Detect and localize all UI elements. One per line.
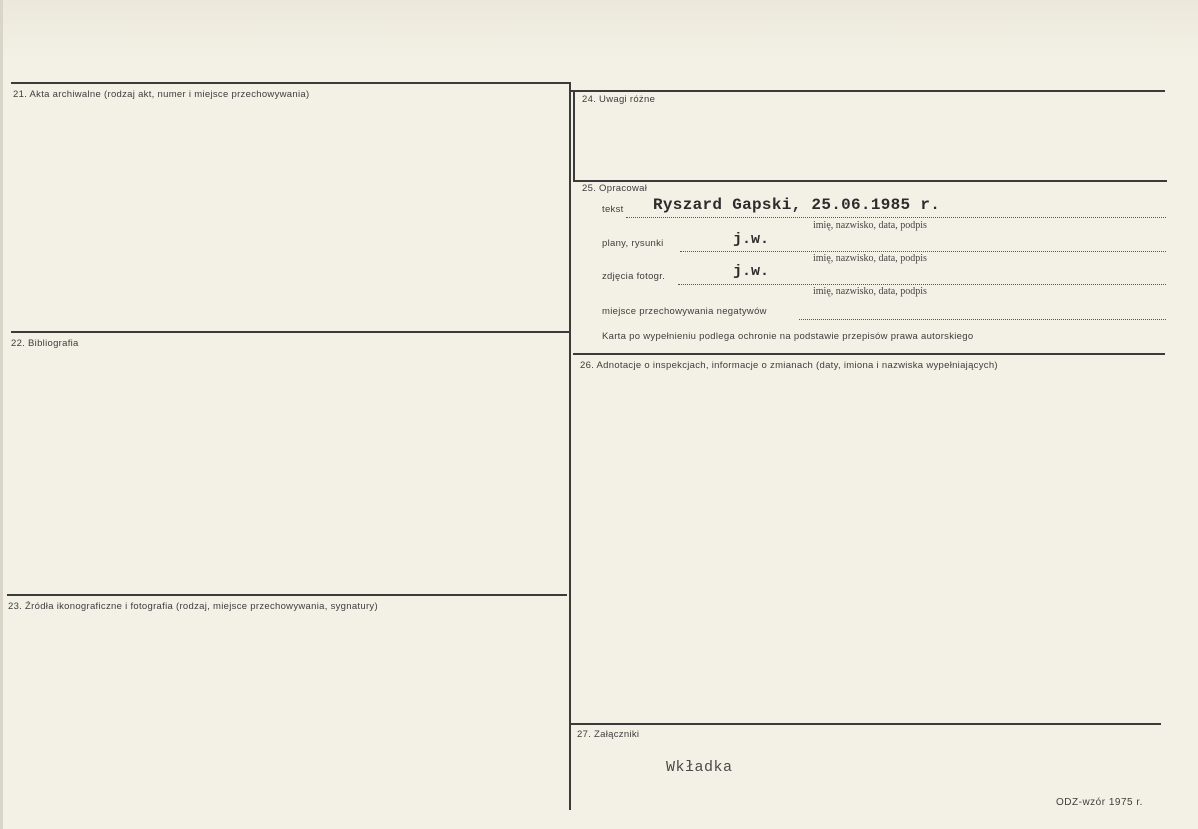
photos-field-line [678, 284, 1166, 285]
divider-center [569, 84, 571, 810]
section-21-label: 21. Akta archiwalne (rodzaj akt, numer i miejsce przechowywania) [13, 89, 310, 100]
card-top-edge [3, 0, 1198, 60]
plans-field-caption: imię, nazwisko, data, podpis [813, 253, 927, 264]
section-23-label: 23. Źródła ikonograficzne i fotografia (rodzaj, miejsce przechowywania, sygnatury) [8, 601, 378, 612]
divider-26-27 [571, 723, 1161, 725]
plans-field-line [680, 251, 1166, 252]
section-27-label: 27. Załączniki [577, 729, 640, 740]
plans-field-value: j.w. [733, 231, 770, 248]
text-field-label: tekst [602, 204, 624, 215]
divider-21-22 [11, 331, 569, 333]
negatives-field-label: miejsce przechowywania negatywów [602, 306, 767, 317]
photos-field-label: zdjęcia fotogr. [602, 271, 666, 282]
section-25-label: 25. Opracował [582, 183, 648, 194]
section-22-label: 22. Bibliografia [11, 338, 79, 349]
text-field-value: Ryszard Gapski, 25.06.1985 r. [653, 196, 941, 214]
divider-24-25 [573, 180, 1167, 182]
copyright-note: Karta po wypełnieniu podlega ochronie na podstawie przepisów prawa autorskiego [602, 331, 974, 342]
section-24-label: 24. Uwagi różne [582, 94, 656, 105]
form-id: ODZ-wzór 1975 r. [1056, 797, 1143, 808]
negatives-field-line [799, 319, 1166, 320]
plans-field-label: plany, rysunki [602, 238, 664, 249]
divider-top-right [571, 90, 1165, 92]
divider-right-upper [573, 90, 575, 180]
photos-field-caption: imię, nazwisko, data, podpis [813, 286, 927, 297]
photos-field-value: j.w. [733, 263, 770, 280]
text-field-line [626, 217, 1166, 218]
section-26-label: 26. Adnotacje o inspekcjach, informacje o zmianach (daty, imiona i nazwiska wypełniających) [580, 360, 998, 371]
divider-22-23 [7, 594, 567, 596]
divider-top-left [11, 82, 571, 84]
text-field-caption: imię, nazwisko, data, podpis [813, 220, 927, 231]
divider-25-26 [573, 353, 1165, 355]
attachments-value: Wkładka [666, 759, 733, 776]
